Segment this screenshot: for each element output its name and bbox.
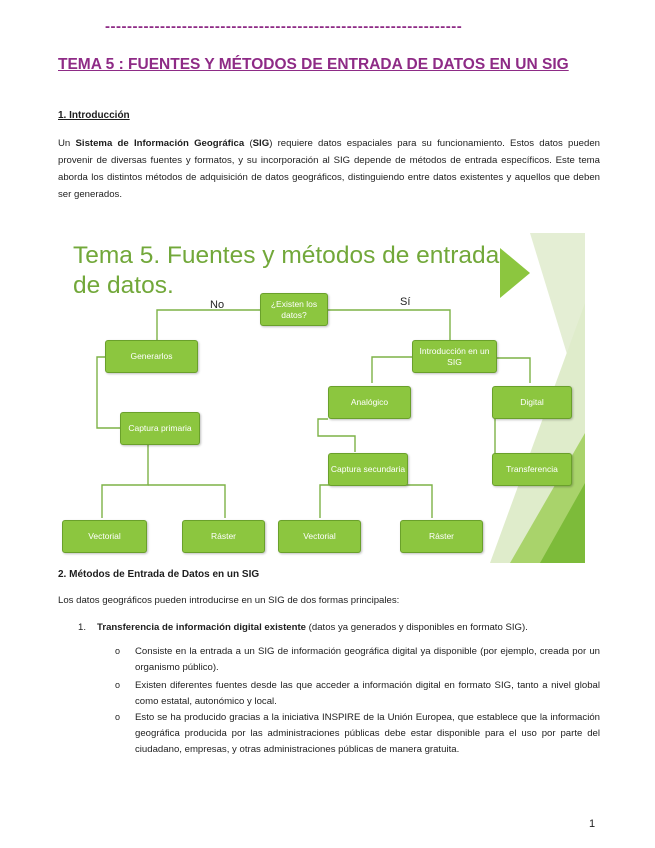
node-captura-primaria: Captura primaria [120, 412, 200, 445]
node-analogico: Analógico [328, 386, 411, 419]
sig-abbreviation: SIG [252, 138, 270, 149]
list-item-1-bold: Transferencia de información digital existente [97, 622, 306, 633]
node-vectorial-1: Vectorial [62, 520, 147, 553]
sig-term: Sistema de Información Geográfica [75, 138, 245, 149]
list-item-1: Transferencia de información digital existente (datos ya generados y disponibles en formato SIG). [97, 622, 528, 633]
node-captura-secundaria: Captura secundaria [328, 453, 408, 486]
node-raster-1: Ráster [182, 520, 265, 553]
label-no: No [210, 299, 225, 311]
bullet-item-2: Existen diferentes fuentes desde las que acceder a información digital en formato SIG, tanto a nivel global como estatal, autonómico y local. [135, 680, 600, 707]
node-raster-2: Ráster [400, 520, 483, 553]
bullet-item-1: Consiste en la entrada a un SIG de información geográfica digital ya disponible (por ejemplo, creada por un organismo público). [135, 646, 600, 673]
node-introduccion-sig: Introducción en un SIG [412, 340, 497, 373]
slide-diagram [60, 233, 585, 563]
document-title: TEMA 5 : FUENTES Y MÉTODOS DE ENTRADA DE DATOS EN UN SIG [58, 56, 569, 73]
list-item-1-number: 1. [78, 622, 87, 633]
intro-paragraph: Un Sistema de Información Geográfica (SIG) requiere datos espaciales para su funcionamiento. Estos datos pueden provenir de diversas fuentes y formatos, y su incorporación al SIG depende de métodos de entrada específicos. Este tema aborda los distintos métodos de adquisición de datos geográficos, distinguiendo entre datos existentes y aquellos que deben ser generados. [58, 138, 600, 200]
header-dash-line: ----------------------------------------------------------------- [105, 18, 463, 35]
node-transferencia: Transferencia [492, 453, 572, 486]
section-2-intro: Los datos geográficos pueden introducirse en un SIG de dos formas principales: [58, 595, 400, 606]
section-1-heading: 1. Introducción [58, 110, 130, 121]
label-si: Sí [400, 296, 411, 308]
bullet-marker-3: o [115, 712, 121, 722]
bullet-marker-2: o [115, 680, 121, 690]
node-generarlos: Generarlos [105, 340, 198, 373]
bullet-item-3: Esto se ha producido gracias a la iniciativa INSPIRE de la Unión Europea, que establece que la información geográfica producida por las administraciones públicas debe estar disponible para el uso por parte del ciudadano, empresas, y otras administraciones públicas de manera gratuita. [135, 712, 600, 755]
node-vectorial-2: Vectorial [278, 520, 361, 553]
node-digital: Digital [492, 386, 572, 419]
bullet-marker-1: o [115, 646, 121, 656]
page-number: 1 [589, 818, 596, 830]
node-existen-datos: ¿Existen los datos? [260, 293, 328, 326]
slide-title: Tema 5. Fuentes y métodos de entrada de datos. [73, 242, 500, 299]
section-2-heading: 2. Métodos de Entrada de Datos en un SIG [58, 569, 260, 580]
